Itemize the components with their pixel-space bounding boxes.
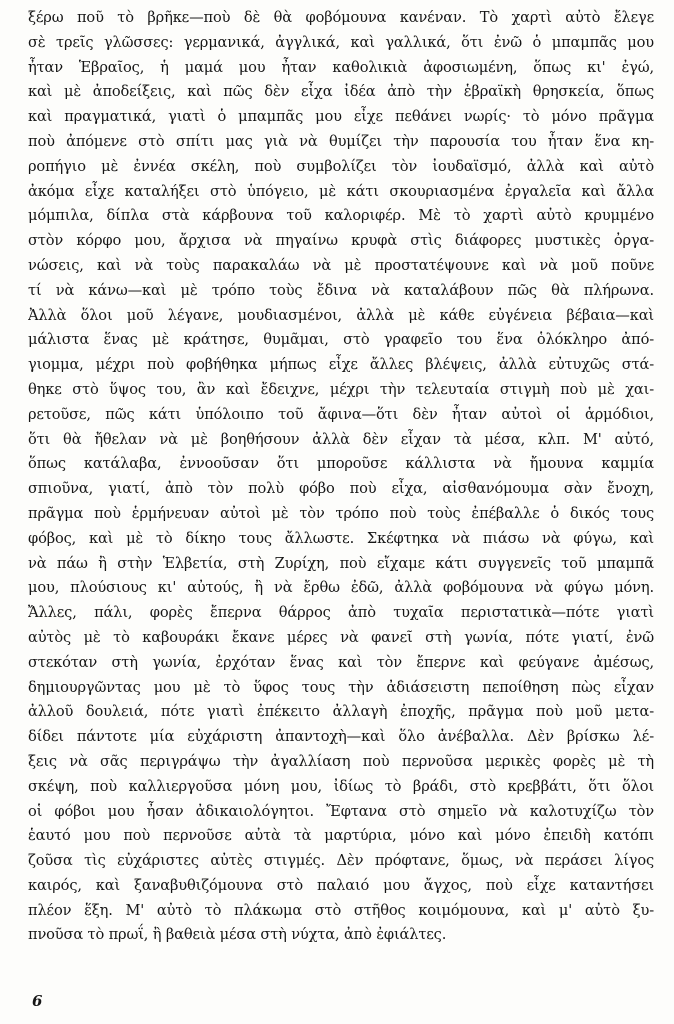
text-line: οἱ φόβοι μου ἦσαν ἀδικαιολόγητοι. Ἔφτανα στὸ σημεῖο νὰ καλοτυχίζω τὸν (28, 802, 654, 820)
text-line: θηκε στὸ ὕψος του, ἂν καὶ ἔδειχνε, μέχρι τὴν τελευταία στιγμὴ ποὺ μὲ χαι- (28, 380, 654, 398)
text-line: ρετοῦσε, πῶς κάτι ὑπόλοιπο τοῦ ἄφινα—ὅτι δὲν ἦταν αὐτοὶ οἱ ἁρμόδιοι, (28, 405, 654, 423)
text-line: Ἄλλες, πάλι, φορὲς ἔπερνα θάρρος ἀπὸ τυχαῖα περιστατικὰ—πότε γιατὶ (28, 604, 654, 622)
text-line: μόμπιλα, δίπλα στὰ κάρβουνα τοῦ καλοριφέρ. Μὲ τὸ χαρτὶ αὐτὸ κρυμμένο (28, 207, 654, 225)
text-line: τί νὰ κάνω—καὶ μὲ τρόπο τοὺς ἔδινα νὰ καταλάβουν πῶς θὰ πλήρωνα. (28, 281, 654, 299)
text-line: καιρός, καὶ ξαναβυθιζόμουνα στὸ παλαιό μου ἄγχος, ποὺ εἶχε καταντήσει (28, 876, 654, 894)
text-line: ἀλλοῦ δουλειά, πότε γιατὶ ἐπέκειτο ἀλλαγὴ ἐποχῆς, πρᾶγμα ποὺ μοῦ μετα- (28, 703, 654, 721)
text-line: νώσεις, καὶ νὰ τοὺς παρακαλάω νὰ μὲ προστατέψουνε καὶ νὰ μοῦ ποῦνε (28, 256, 654, 274)
body-text (28, 6, 654, 948)
text-line: ποὺ ἀπόμενε στὸ σπίτι μας γιὰ νὰ θυμίζει τὴν παρουσία του ἦταν ἕνα κη- (28, 132, 654, 150)
text-line: μάλιστα ἕνας μὲ κράτησε, θυμᾶμαι, στὸ γραφεῖο του ἕνα ὁλόκληρο ἀπό- (28, 331, 654, 349)
text-line: στὸν κόρφο μου, ἄρχισα νὰ πηγαίνω κρυφὰ στὶς διάφορες μυστικὲς ὀργα- (28, 232, 654, 250)
text-line: πλέον ἕξη. Μ' αὐτὸ τὸ πλάκωμα στὸ στῆθος κοιμόμουνα, καὶ μ' αὐτὸ ξυ- (28, 901, 654, 919)
text-line: μου, πλούσιους κι' αὐτούς, ἢ νὰ ἔρθω ἐδῶ, ἀλλὰ φοβόμουνα νὰ φύγω μόνη. (28, 579, 654, 597)
text-line: καὶ μὲ ἀποδείξεις, καὶ πῶς δὲν εἶχα ἰδέα ἀπὸ τὴν ἑβραϊκὴ θρησκεία, ὅπως (28, 83, 654, 101)
text-line: ἑαυτό μου ποὺ περνοῦσε αὐτὰ τὰ μαρτύρια, μόνο καὶ μόνο ἐπειδὴ κατόπι (28, 827, 654, 845)
text-line: ξεις νὰ σᾶς περιγράψω τὴν ἀγαλλίαση ποὺ περνοῦσα μερικὲς φορὲς μὲ τὴ (28, 752, 654, 770)
text-line: Ἀλλὰ ὅλοι μοῦ λέγανε, μουδιασμένοι, ἀλλὰ μὲ κάθε εὐγένεια βέβαια—καὶ (28, 306, 654, 324)
text-line: καὶ πραγματικά, γιατὶ ὁ μπαμπᾶς μου εἶχε πεθάνει νωρίς· τὸ μόνο πρᾶγμα (28, 108, 654, 126)
text-line: ροπήγιο μὲ ἐννέα σκέλη, ποὺ συμβολίζει τὸν ἰουδαϊσμό, ἀλλὰ καὶ αὐτὸ (28, 157, 654, 175)
text-line: πνοῦσα τὸ πρωΐ, ἢ βαθειὰ μέσα στὴ νύχτα, ἀπὸ ἐφιάλτες. (28, 926, 447, 944)
text-line: σκέψη, ποὺ καλλιεργοῦσα μόνη μου, ἰδίως τὸ βράδι, στὸ κρεββάτι, ὅτι ὅλοι (28, 777, 654, 795)
text-line: γιομμα, μέχρι ποὺ φοβήθηκα μήπως εἶχε ἄλλες βλέψεις, ἀλλὰ εὐτυχῶς στά- (28, 356, 654, 374)
text-line: δίδει πάντοτε μία εὐχάριστη ἀπαντοχὴ—καὶ ὅλο ἀνέβαλλα. Δὲν βρίσκω λέ- (28, 728, 654, 746)
page-number: 6 (32, 992, 43, 1010)
text-line: ὅπως κατάλαβα, ἐννοοῦσαν ὅτι μποροῦσε κάλλιστα νὰ ἤμουνα καμμία (28, 455, 654, 473)
text-line: πρᾶγμα ποὺ ἑρμήνευαν αὐτοὶ μὲ τὸν τρόπο ποὺ τοὺς ἐπέβαλλε ὁ δικός τους (28, 504, 654, 522)
text-line: σπιοῦνα, γιατί, ἀπὸ τὸν πολὺ φόβο ποὺ εἶχα, αἰσθανόμουμα σὰν ἔνοχη, (28, 480, 654, 498)
text-line: ἀκόμα εἶχε καταλήξει στὸ ὑπόγειο, μὲ κάτι σκουριασμένα ἐργαλεῖα καὶ ἄλλα (28, 182, 654, 200)
text-line: φόβος, καὶ μὲ τὸ δίκηο τους ἄλλωστε. Σκέφτηκα νὰ πιάσω νὰ φύγω, καὶ (28, 529, 654, 547)
text-line: αὐτὸς μὲ τὸ καβουράκι ἔκανε μέρες νὰ φανεῖ στὴ γωνία, πότε γιατί, ἐνῶ (28, 628, 654, 646)
text-line: ἦταν Ἑβραῖος, ἡ μαμά μου ἦταν καθολικιὰ ἀφοσιωμένη, ὅπως κι' ἐγώ, (28, 58, 654, 76)
text-line: δημιουργῶντας μου μὲ τὸ ὕφος τους τὴν ἀδιάσειστη πεποίθηση πὼς εἶχαν (28, 678, 654, 696)
text-line: σὲ τρεῖς γλῶσσες: γερμανικά, ἀγγλικά, καὶ γαλλικά, ὅτι ἐνῶ ὁ μπαμπᾶς μου (28, 33, 654, 51)
text-line: ξέρω ποῦ τὸ βρῆκε—ποὺ δὲ θὰ φοβόμουνα κανέναν. Τὸ χαρτὶ αὐτὸ ἔλεγε (28, 9, 654, 26)
text-line: ὅτι θὰ ἤθελαν νὰ μὲ βοηθήσουν ἀλλὰ δὲν εἶχαν τὰ μέσα, κλπ. Μ' αὐτό, (28, 430, 654, 448)
text-line: ζοῦσα τὶς εὐχάριστες αὐτὲς στιγμές. Δὲν πρόφτανε, ὅμως, νὰ περάσει λίγος (28, 852, 654, 870)
text-line: στεκόταν στὴ γωνία, ἐρχόταν ἕνας καὶ τὸν ἔπερνε καὶ φεύγανε ἀμέσως, (28, 653, 654, 671)
text-line: νὰ πάω ἢ στὴν Ἑλβετία, στὴ Ζυρίχη, ποὺ εἴχαμε κάτι συγγενεῖς τοῦ μπαμπᾶ (28, 554, 654, 572)
